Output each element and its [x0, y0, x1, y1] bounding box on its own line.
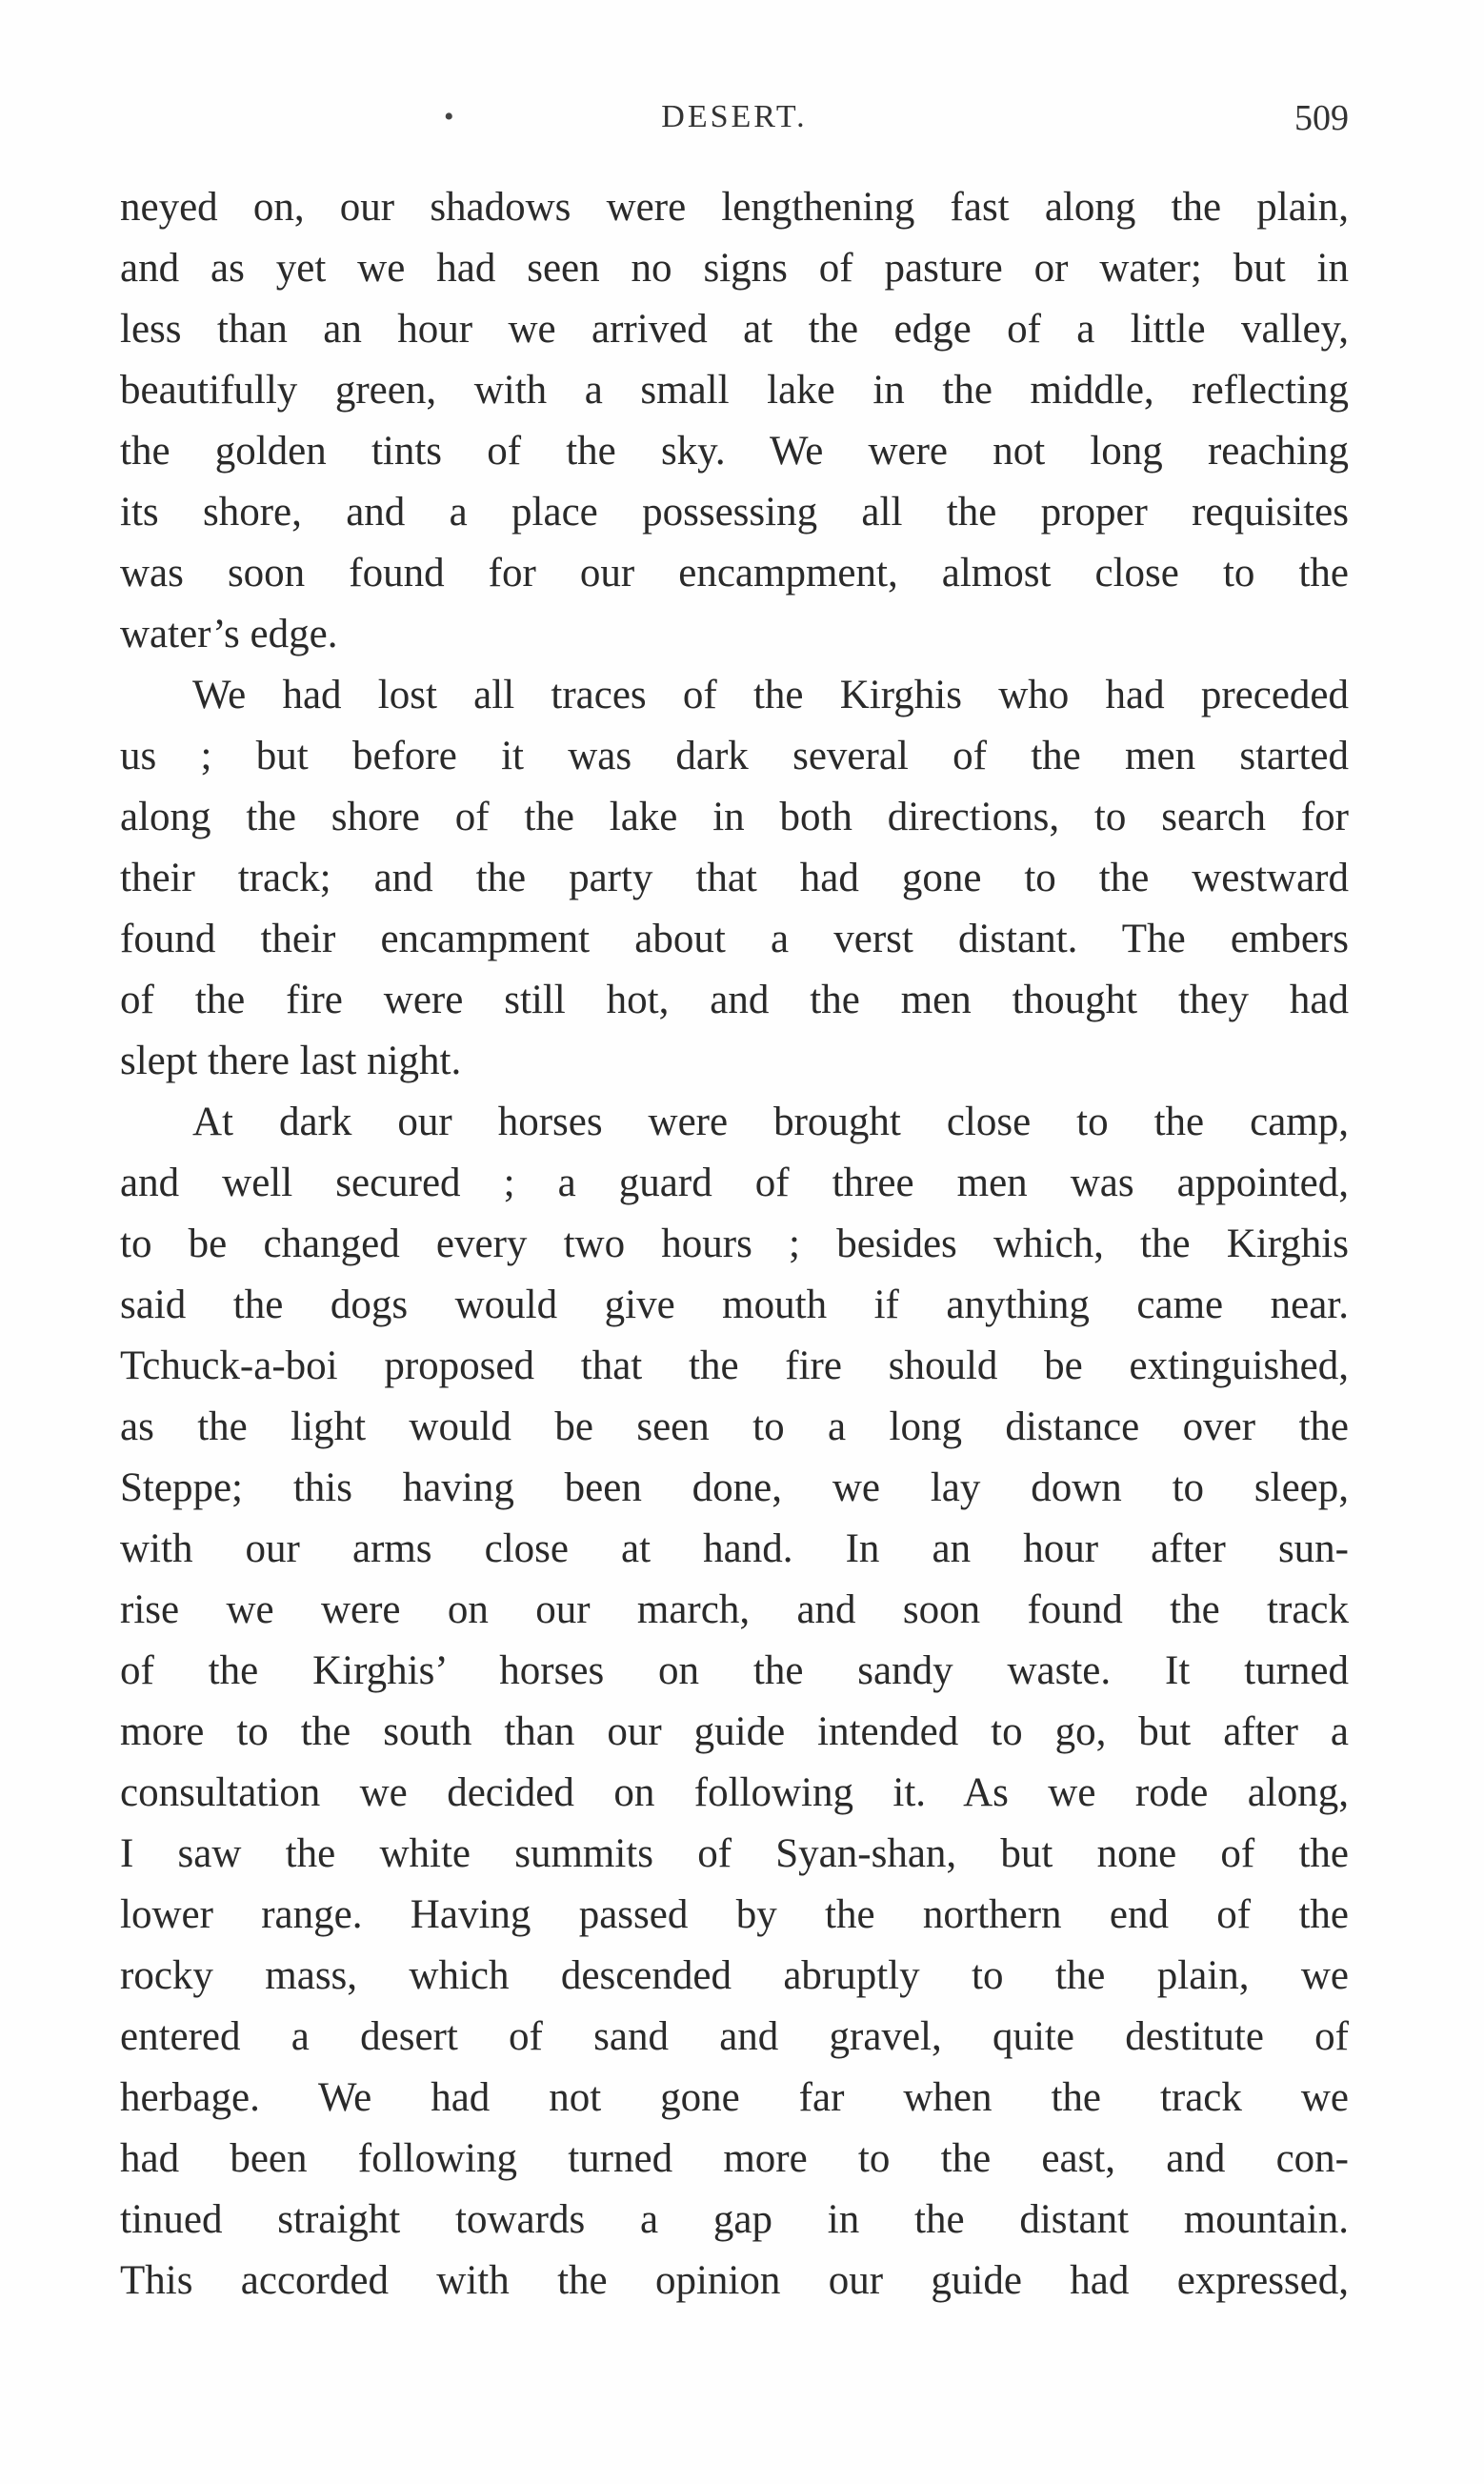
text-line: We had lost all traces of the Kirghis who had preceded — [192, 673, 1349, 717]
text-line: as the light would be seen to a long distance over the — [120, 1404, 1349, 1449]
running-title: DESERT. — [661, 99, 808, 134]
page-number: 509 — [1294, 98, 1349, 138]
text-line: beautifully green, with a small lake in the middle, reflecting — [120, 368, 1349, 413]
text-line: rise we were on our march, and soon found the track — [120, 1587, 1349, 1632]
text-line: their track; and the party that had gone to the westward — [120, 856, 1349, 900]
text-line: to be changed every two hours ; besides which, the Kirghis — [120, 1222, 1349, 1266]
text-line: was soon found for our encampment, almost close to the — [120, 551, 1349, 596]
text-line: of the fire were still hot, and the men thought they had — [120, 978, 1349, 1022]
text-line: found their encampment about a verst distant. The embers — [120, 917, 1349, 961]
text-line: Tchuck-a-boi proposed that the fire should be extinguished, — [120, 1343, 1349, 1388]
text-line: of the Kirghis’ horses on the sandy waste. It turned — [120, 1648, 1349, 1693]
text-line: less than an hour we arrived at the edge of a little valley, — [120, 307, 1349, 352]
text-line: us ; but before it was dark several of the men started — [120, 734, 1349, 778]
text-line: had been following turned more to the east, and con- — [120, 2136, 1349, 2181]
text-line: said the dogs would give mouth if anything came near. — [120, 1282, 1349, 1327]
text-line: and well secured ; a guard of three men was appointed, — [120, 1161, 1349, 1205]
text-line: the golden tints of the sky. We were not long reaching — [120, 429, 1349, 474]
text-line: along the shore of the lake in both directions, to search for — [120, 795, 1349, 839]
text-line: rocky mass, which descended abruptly to the plain, we — [120, 1953, 1349, 1998]
text-line: more to the south than our guide intended to go, but after a — [120, 1709, 1349, 1754]
text-line: tinued straight towards a gap in the distant mountain. — [120, 2197, 1349, 2242]
running-header — [120, 93, 1349, 151]
body-text — [120, 177, 1349, 2312]
text-line: slept there last night. — [120, 1039, 462, 1083]
text-line: entered a desert of sand and gravel, quite destitute of — [120, 2014, 1349, 2059]
text-line: neyed on, our shadows were lengthening fast along the plain, — [120, 185, 1349, 230]
text-line: its shore, and a place possessing all the proper requisites — [120, 490, 1349, 535]
text-line: herbage. We had not gone far when the track we — [120, 2075, 1349, 2120]
text-line: I saw the white summits of Syan-shan, but none of the — [120, 1831, 1349, 1876]
text-line: with our arms close at hand. In an hour after sun- — [120, 1526, 1349, 1571]
text-line: lower range. Having passed by the northern end of the — [120, 1892, 1349, 1937]
text-line: Steppe; this having been done, we lay down to sleep, — [120, 1465, 1349, 1510]
text-line: consultation we decided on following it. As we rode along, — [120, 1770, 1349, 1815]
header-mark: • — [444, 101, 454, 132]
text-line: water’s edge. — [120, 612, 338, 656]
text-line: and as yet we had seen no signs of pasture or water; but in — [120, 246, 1349, 291]
text-line: At dark our horses were brought close to the camp, — [192, 1100, 1349, 1144]
text-line: This accorded with the opinion our guide had expressed, — [120, 2258, 1349, 2303]
